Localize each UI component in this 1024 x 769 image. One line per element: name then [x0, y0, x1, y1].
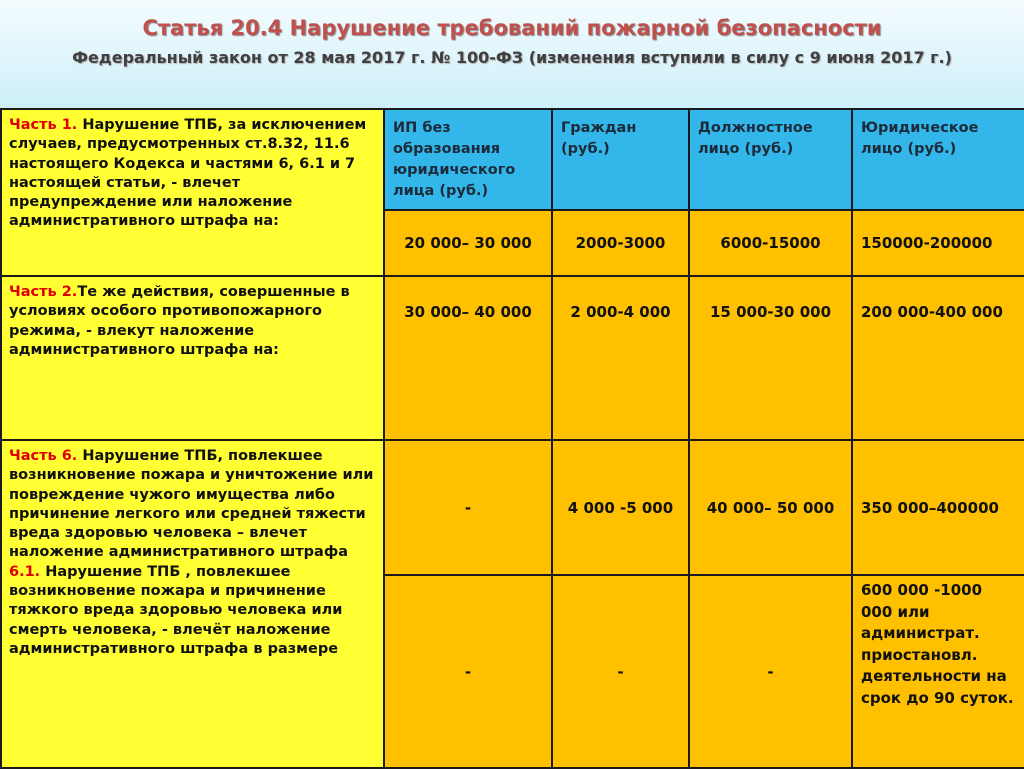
part6-description: [1, 440, 384, 768]
column-header-official: Должностное лицо (руб.): [689, 109, 852, 210]
page-subtitle: Федеральный закон от 28 мая 2017 г. № 100-ФЗ (изменения вступили в силу с 9 июня 2017 г.): [72, 48, 952, 67]
part6-legal-fine: 350 000–400000: [852, 440, 1024, 575]
column-header-ip: ИП без образования юридического лица (руб.): [384, 109, 552, 210]
part1-official-fine: 6000-15000: [689, 210, 852, 276]
part2-description: [1, 276, 384, 440]
part2-text: Те же действия, совершенные в условиях особого противопожарного режима, - влекут наложение административного штрафа на:: [9, 284, 350, 358]
part61-text: Нарушение ТПБ , повлекшее возникновение пожара и причинение тяжкого вреда здоровью человека или смерть человека, - влечёт наложение административного штрафа в размере: [9, 563, 343, 657]
column-header-legal-entity: Юридическое лицо (руб.): [852, 109, 1024, 210]
part1-legal-fine: 150000-200000: [852, 210, 1024, 276]
part2-ip-fine: 30 000– 40 000: [384, 276, 552, 440]
part61-legal-fine: 600 000 -1000 000 или администрат. приостановл. деятельности на срок до 90 суток.: [852, 575, 1024, 768]
part61-ip-fine: -: [384, 575, 552, 768]
part1-text: Нарушение ТПБ, за исключением случаев, предусмотренных ст.8.32, 11.6 настоящего Кодекса и частями 6, 6.1 и 7 настоящей статьи, - влечет предупреждение или наложение административного штрафа на:: [9, 117, 367, 230]
part1-citizen-fine: 2000-3000: [552, 210, 689, 276]
part1-ip-fine: 20 000– 30 000: [384, 210, 552, 276]
column-header-citizens: Граждан (руб.): [552, 109, 689, 210]
part1-description: [1, 109, 384, 276]
part6-ip-fine: -: [384, 440, 552, 575]
part61-official-fine: -: [689, 575, 852, 768]
part2-legal-fine: 200 000-400 000: [852, 276, 1024, 440]
page-title: Статья 20.4 Нарушение требований пожарной безопасности: [142, 16, 882, 40]
part6-label: Часть 6.: [9, 448, 78, 464]
part6-text: Нарушение ТПБ, повлекшее возникновение пожара и уничтожение или повреждение чужого имущества либо причинение легкого или средней тяжести вреда здоровью человека – влечет наложение административного штрафа: [9, 448, 374, 561]
part61-label: 6.1.: [9, 563, 41, 580]
part61-citizen-fine: -: [552, 575, 689, 768]
part6-citizen-fine: 4 000 -5 000: [552, 440, 689, 575]
part2-official-fine: 15 000-30 000: [689, 276, 852, 440]
part2-label: Часть 2.: [9, 284, 78, 300]
slide-header: [0, 0, 1024, 108]
fines-table: [0, 108, 1024, 769]
part1-label: Часть 1.: [9, 117, 78, 133]
part6-official-fine: 40 000– 50 000: [689, 440, 852, 575]
part2-citizen-fine: 2 000-4 000: [552, 276, 689, 440]
